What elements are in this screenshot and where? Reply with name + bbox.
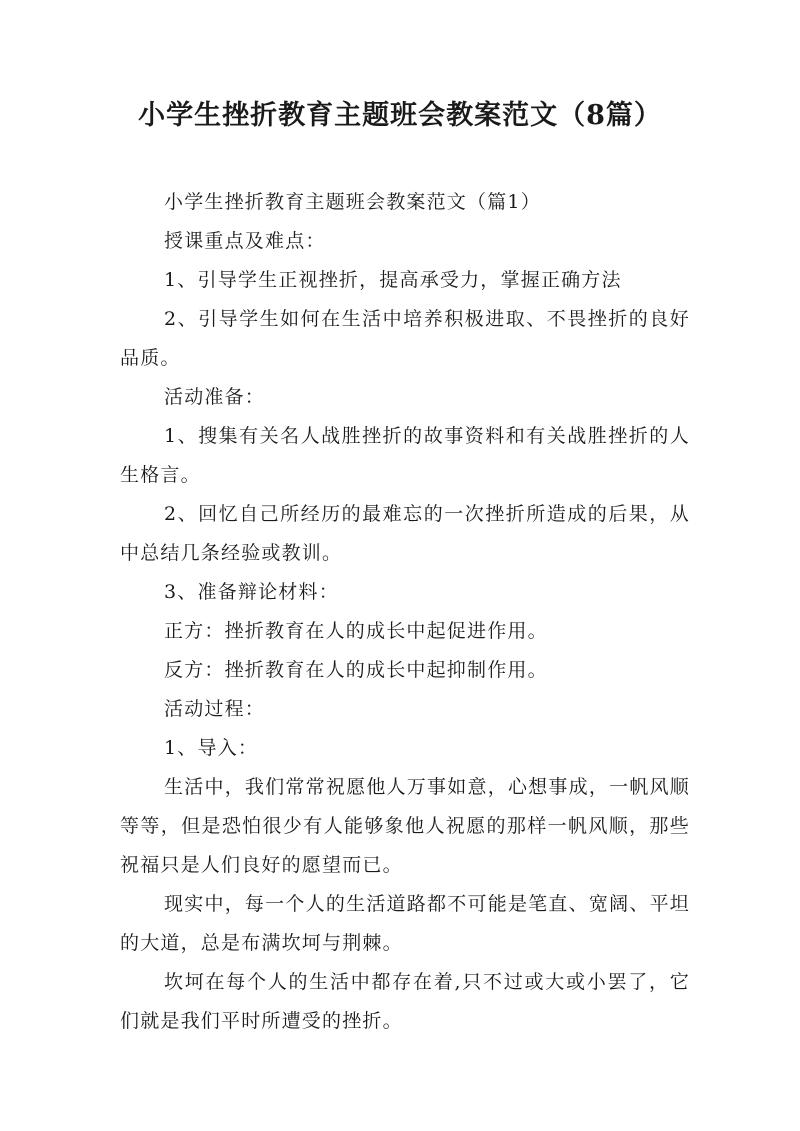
- paragraph: 1、导入：: [164, 737, 259, 759]
- paragraph: 反方：挫折教育在人的成长中起抑制作用。: [164, 659, 548, 681]
- paragraph: 正方：挫折教育在人的成长中起促进作用。: [164, 620, 548, 642]
- document-title: 小学生挫折教育主题班会教案范文（8篇）: [138, 100, 662, 131]
- paragraph: 坎坷在每个人的生活中都存在着,只不过或大或小罢了，它们就是我们平时所遭受的挫折。: [120, 971, 690, 1032]
- paragraph: 活动过程：: [164, 698, 266, 720]
- paragraph: 3、准备辩论材料：: [164, 581, 339, 603]
- paragraph: 2、回忆自己所经历的最难忘的一次挫折所造成的后果，从中总结几条经验或教训。: [120, 503, 690, 564]
- paragraph: 生活中，我们常常祝愿他人万事如意，心想事成，一帆风顺等等，但是恐怕很少有人能够象他人祝愿的那样一帆风顺，那些祝福只是人们良好的愿望而已。: [120, 776, 690, 876]
- section-heading: 小学生挫折教育主题班会教案范文（篇1）: [164, 191, 541, 213]
- paragraph: 活动准备：: [164, 386, 266, 408]
- paragraph: 1、引导学生正视挫折，提高承受力，掌握正确方法: [164, 269, 622, 291]
- document-body: [120, 183, 690, 1041]
- paragraph: 1、搜集有关名人战胜挫折的故事资料和有关战胜挫折的人生格言。: [120, 425, 690, 486]
- paragraph: 2、引导学生如何在生活中培养积极进取、不畏挫折的良好品质。: [120, 308, 690, 369]
- paragraph: 授课重点及难点：: [164, 230, 326, 252]
- paragraph: 现实中，每一个人的生活道路都不可能是笔直、宽阔、平坦的大道，总是布满坎坷与荆棘。: [120, 893, 690, 954]
